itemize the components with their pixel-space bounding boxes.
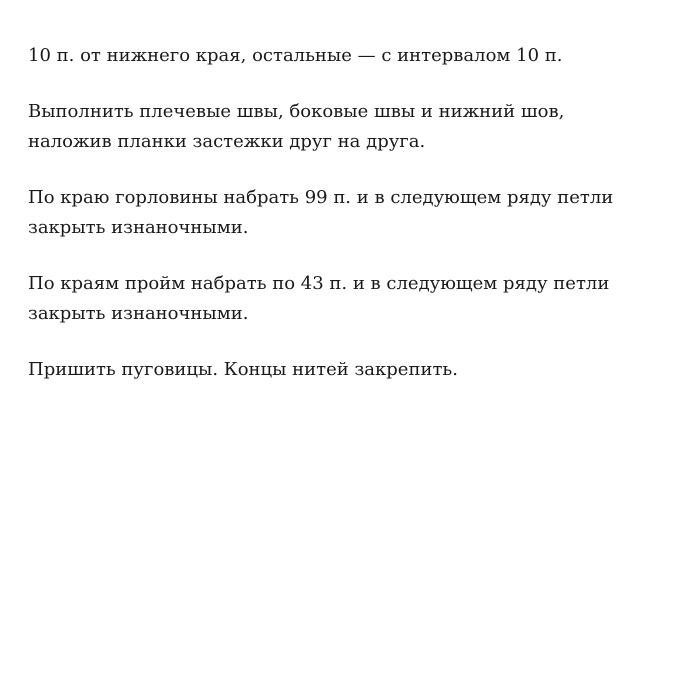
paragraph-neckline (28, 183, 668, 243)
paragraph-line: закрыть изнаночными. (28, 217, 249, 238)
paragraph-finishing (28, 355, 668, 385)
paragraph-line: Пришить пуговицы. Концы нитей закрепить. (28, 359, 458, 380)
paragraph-line: Выполнить плечевые швы, боковые швы и нижний шов, (28, 101, 565, 122)
paragraph-seams (28, 97, 668, 157)
document-body (28, 41, 668, 411)
paragraph-line: закрыть изнаночными. (28, 303, 249, 324)
paragraph-line: 10 п. от нижнего края, остальные — с интервалом 10 п. (28, 45, 563, 66)
paragraph-line: По краю горловины набрать 99 п. и в следующем ряду петли (28, 187, 614, 208)
paragraph-line: наложив планки застежки друг на друга. (28, 131, 426, 152)
paragraph-armholes (28, 269, 668, 329)
paragraph-button-spacing (28, 41, 668, 71)
paragraph-line: По краям пройм набрать по 43 п. и в следующем ряду петли (28, 273, 610, 294)
